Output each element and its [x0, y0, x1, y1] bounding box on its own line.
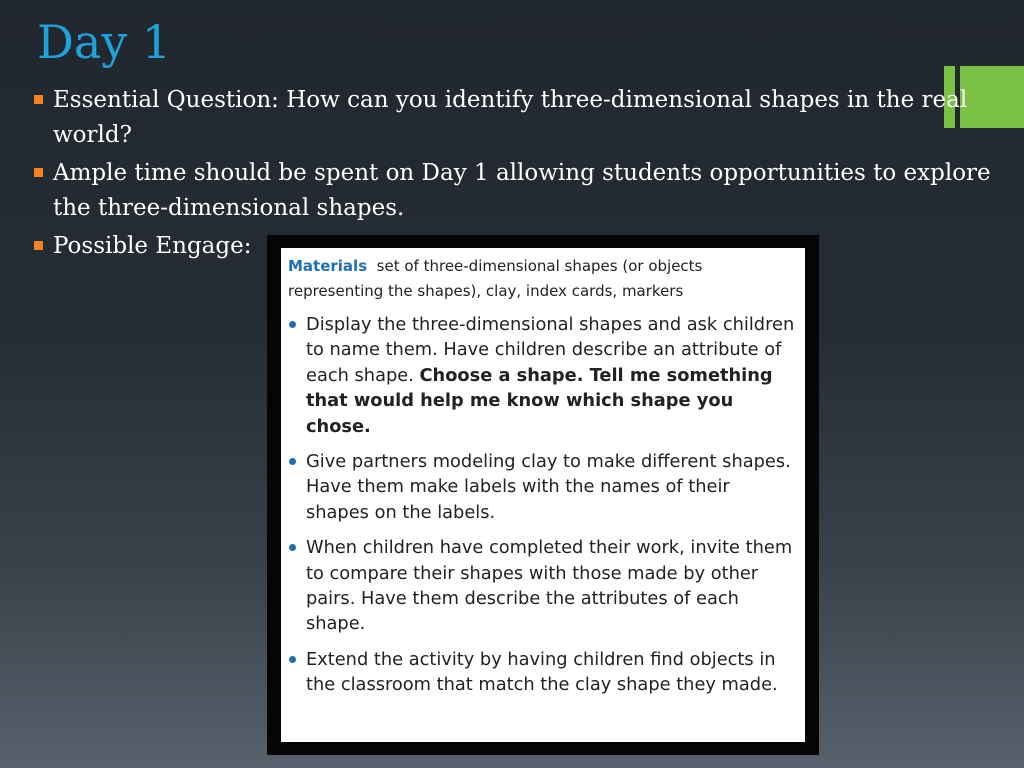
bullet-ample-time [34, 156, 1009, 226]
square-bullet-icon [34, 95, 43, 104]
engage-steps-list [288, 312, 797, 698]
bullet-text: Ample time should be spent on Day 1 allowing students opportunities to explore the three-dimensional shapes. [53, 160, 991, 221]
engage-step-text: When children have completed their work, invite them to compare their shapes with those made by other pairs. Have them describe the attributes of each shape. [306, 537, 793, 635]
square-bullet-icon [34, 168, 43, 177]
slide-title: Day 1 [37, 15, 172, 69]
materials-text: set of three-dimensional shapes (or objects representing the shapes), clay, index cards, markers [288, 257, 703, 300]
round-bullet-icon [289, 656, 296, 663]
round-bullet-icon [289, 544, 296, 551]
engage-step-prompt: Choose a shape. Tell me something that would help me know which shape you chose. [306, 364, 773, 437]
engage-image-frame [267, 235, 819, 755]
engage-step-text: Give partners modeling clay to make different shapes. Have them make labels with the names of their shapes on the labels. [306, 451, 791, 523]
engage-materials-card [281, 248, 805, 742]
bullet-essential-question [34, 83, 1009, 153]
engage-step [288, 647, 797, 698]
round-bullet-icon [289, 458, 296, 465]
engage-step [288, 535, 797, 637]
bullet-text: Possible Engage: [53, 233, 252, 259]
square-bullet-icon [34, 241, 43, 250]
engage-step-text: Display the three-dimensional shapes and ask children to name them. Have children describe an attribute of each shape. [306, 314, 795, 386]
engage-step [288, 312, 797, 439]
bullet-text: Essential Question: How can you identify three-dimensional shapes in the real world? [53, 87, 968, 148]
round-bullet-icon [289, 321, 296, 328]
engage-step-text: Extend the activity by having children find objects in the classroom that match the clay shape they made. [306, 648, 778, 696]
engage-step [288, 449, 797, 525]
materials-line [288, 254, 797, 304]
materials-label: Materials [288, 257, 368, 275]
